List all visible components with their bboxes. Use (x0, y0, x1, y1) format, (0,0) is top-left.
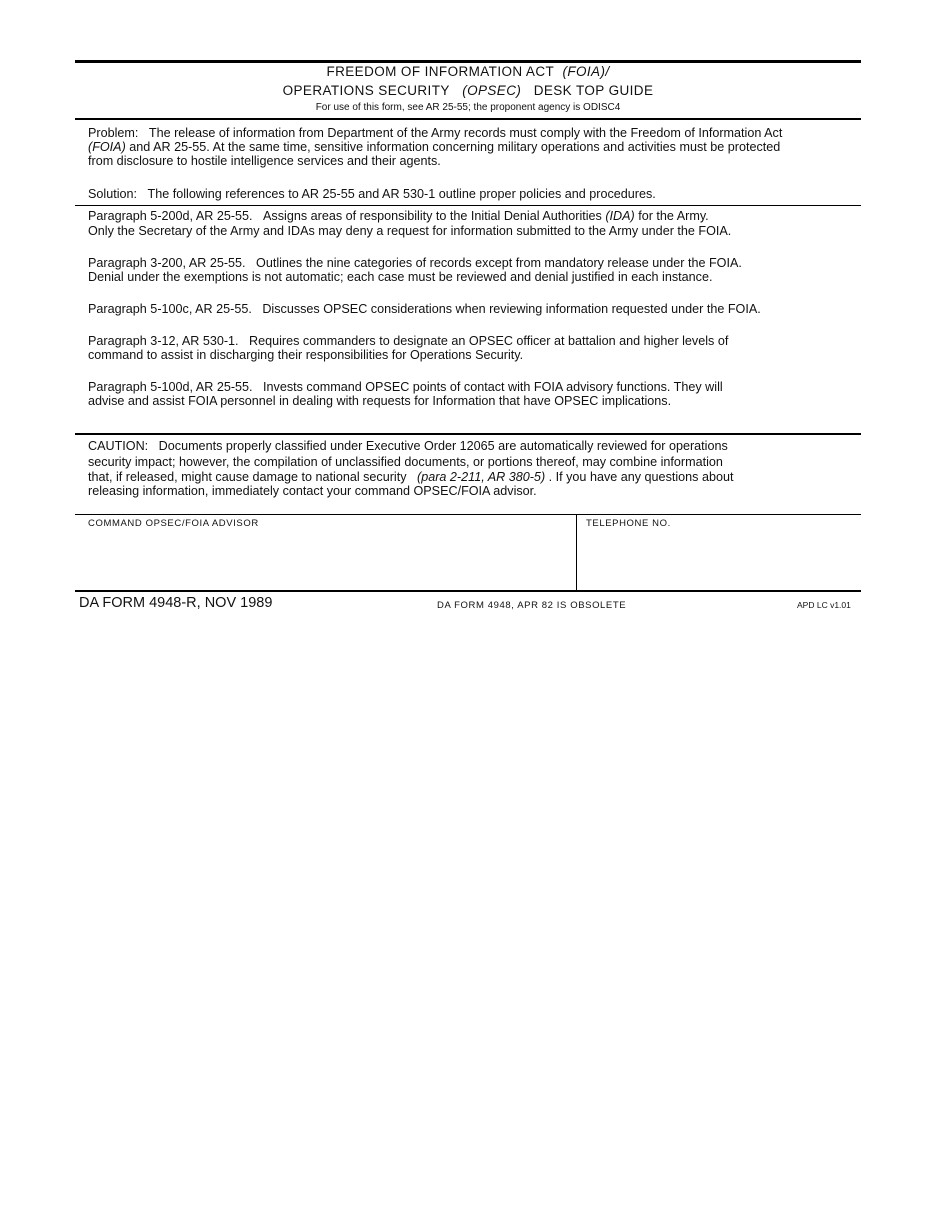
solution-text: The following references to AR 25-55 and AR 530-1 outline proper policies and procedures. (147, 187, 656, 201)
solution-line (88, 187, 656, 201)
version: APD LC v1.01 (797, 600, 851, 610)
caution-citation: (para 2-211, AR 380-5) (417, 470, 546, 484)
caution-text: . If you have any questions about (548, 470, 734, 484)
title-line-1 (75, 65, 861, 79)
problem-abbr: (FOIA) (88, 140, 126, 154)
reference-2-line-1 (88, 256, 742, 270)
reference-text: Assigns areas of responsibility to the Initial Denial Authorities (263, 209, 602, 223)
reference-3-line-1 (88, 302, 761, 316)
reference-title: Paragraph 3-12, AR 530-1. (88, 334, 239, 348)
title-abbr: (OPSEC) (462, 83, 522, 98)
title-abbr: (FOIA)/ (562, 64, 610, 79)
caution-text: Documents properly classified under Executive Order 12065 are automatically reviewed for operations (158, 439, 728, 453)
reference-title: Paragraph 3-200, AR 25-55. (88, 256, 246, 270)
problem-line-3: from disclosure to hostile intelligence services and their agents. (88, 154, 441, 168)
section-rule (75, 205, 861, 206)
advisor-field[interactable] (75, 515, 576, 590)
reference-text: Outlines the nine categories of records except from mandatory release under the FOIA. (256, 256, 742, 270)
title-text: DESK TOP GUIDE (533, 83, 654, 98)
reference-4-line-1 (88, 334, 728, 348)
problem-text: The release of information from Department of the Army records must comply with the Freedom of Information Act (148, 126, 783, 140)
caution-line-1 (88, 439, 728, 453)
subtitle: For use of this form, see AR 25-55; the proponent agency is ODISC4 (315, 102, 621, 113)
top-rule (75, 60, 861, 63)
reference-4-line-2: command to assist in discharging their responsibilities for Operations Security. (88, 348, 524, 362)
reference-5-line-2: advise and assist FOIA personnel in dealing with requests for Information that have OPSEC implications. (88, 394, 672, 408)
problem-line-1 (88, 126, 782, 140)
reference-title: Paragraph 5-100c, AR 25-55. (88, 302, 252, 316)
reference-text: Invests command OPSEC points of contact with FOIA advisory functions. They will (263, 380, 723, 394)
reference-title: Paragraph 5-200d, AR 25-55. (88, 209, 253, 223)
telephone-field[interactable] (577, 515, 861, 590)
problem-text: and AR 25-55. At the same time, sensitive information concerning military operations and activities must be protected (129, 140, 781, 154)
form-id: DA FORM 4948-R, NOV 1989 (79, 595, 273, 611)
reference-text: for the Army. (638, 209, 709, 223)
problem-line-2 (88, 140, 780, 154)
reference-text: Requires commanders to designate an OPSEC officer at battalion and higher levels of (249, 334, 729, 348)
reference-2-line-2: Denial under the exemptions is not automatic; each case must be reviewed and denial justified in each instance. (88, 270, 713, 284)
title-text: FREEDOM OF INFORMATION ACT (326, 64, 555, 79)
title-text: OPERATIONS SECURITY (282, 83, 450, 98)
solution-label: Solution: (88, 187, 138, 201)
advisor-label: COMMAND OPSEC/FOIA ADVISOR (88, 518, 259, 529)
title-line-2 (75, 84, 861, 98)
telephone-label: TELEPHONE NO. (586, 518, 671, 529)
problem-label: Problem: (88, 126, 139, 140)
reference-5-line-1 (88, 380, 723, 394)
caution-text: that, if released, might cause damage to national security (88, 470, 407, 484)
header-rule (75, 118, 861, 120)
reference-text: Discusses OPSEC considerations when reviewing information requested under the FOIA. (262, 302, 761, 316)
reference-1-line-1 (88, 209, 709, 223)
caution-line-3 (88, 470, 733, 484)
caution-rule (75, 433, 861, 435)
reference-1-line-2: Only the Secretary of the Army and IDAs may deny a request for information submitted to the Army under the FOIA. (88, 224, 732, 238)
reference-abbr: (IDA) (605, 209, 635, 223)
reference-title: Paragraph 5-100d, AR 25-55. (88, 380, 253, 394)
caution-label: CAUTION: (88, 439, 149, 453)
caution-line-2: security impact; however, the compilation of unclassified documents, or portions thereof, may combine information (88, 455, 723, 469)
caution-line-4: releasing information, immediately contact your command OPSEC/FOIA advisor. (88, 484, 537, 498)
obsolete-note: DA FORM 4948, APR 82 IS OBSOLETE (437, 600, 627, 611)
footer-rule (75, 590, 861, 592)
